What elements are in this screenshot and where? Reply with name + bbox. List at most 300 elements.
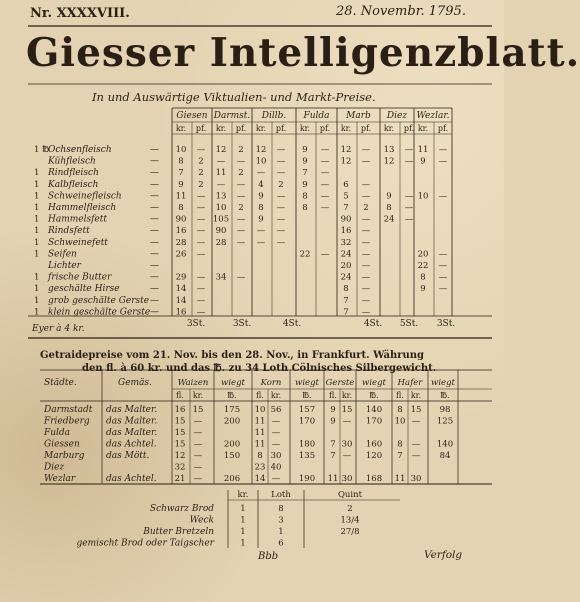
grain-price-value: 7 bbox=[397, 451, 403, 461]
market-price-value: — bbox=[438, 145, 448, 155]
market-qty: 1 bbox=[34, 307, 40, 318]
market-price-value: 28 bbox=[175, 237, 187, 248]
market-price-value: 2 bbox=[198, 179, 204, 190]
market-price-value: — bbox=[276, 226, 286, 237]
market-price-value: — bbox=[236, 191, 246, 202]
market-product-name: klein geschälte Gerste bbox=[48, 307, 151, 318]
grain-price-value: 206 bbox=[223, 474, 241, 484]
bread-quint: 27/8 bbox=[340, 527, 360, 537]
grain-subheader: kr. bbox=[270, 391, 282, 400]
bread-item-name: Butter Bretzeln bbox=[143, 527, 214, 537]
grain-price-value: 40 bbox=[270, 462, 282, 473]
market-price-value: — bbox=[404, 145, 414, 155]
grain-price-value: 10 bbox=[394, 416, 406, 427]
market-price-value: 8 bbox=[258, 203, 264, 213]
grain-subheader: ℔. bbox=[369, 391, 379, 400]
eggs-count: 5St. bbox=[399, 319, 419, 329]
market-product-name: Schweinefleisch bbox=[48, 191, 122, 202]
market-town-header: Dillb. bbox=[261, 111, 287, 121]
bread-header: kr. bbox=[237, 490, 249, 500]
market-price-value: — bbox=[320, 203, 330, 213]
market-dash: — bbox=[150, 237, 159, 248]
market-price-value: 9 bbox=[420, 284, 426, 295]
grain-price-value: 160 bbox=[365, 439, 383, 450]
market-price-value: 24 bbox=[340, 249, 352, 260]
grain-measure: das Malter. bbox=[106, 405, 158, 415]
grain-city: Wezlar bbox=[44, 474, 76, 484]
market-subheader: kr. bbox=[215, 124, 227, 133]
grain-price-value: 10 bbox=[254, 405, 266, 415]
market-price-value: 16 bbox=[340, 226, 352, 237]
grain-price-value: 23 bbox=[254, 462, 266, 473]
market-dash: — bbox=[150, 307, 159, 318]
grain-price-value: 30 bbox=[410, 474, 422, 484]
market-price-value: 2 bbox=[198, 156, 204, 167]
eggs-count: 4St. bbox=[363, 319, 383, 329]
market-price-value: — bbox=[256, 237, 266, 248]
market-subheader: pf. bbox=[403, 124, 415, 133]
market-price-value: — bbox=[361, 156, 371, 167]
market-dash: — bbox=[150, 156, 159, 167]
market-price-value: 8 bbox=[343, 284, 349, 295]
market-subheader: pf. bbox=[275, 124, 287, 133]
market-price-value: — bbox=[256, 168, 266, 179]
grain-price-value: 157 bbox=[298, 405, 316, 415]
market-price-value: — bbox=[196, 237, 206, 248]
market-price-value: 2 bbox=[363, 203, 369, 213]
market-price-value: 9 bbox=[386, 191, 392, 202]
market-dash: — bbox=[150, 145, 159, 155]
market-price-value: 2 bbox=[198, 168, 204, 179]
market-price-value: — bbox=[236, 226, 246, 237]
market-price-value: — bbox=[404, 156, 414, 167]
grain-price-value: 30 bbox=[341, 474, 353, 484]
market-price-value: 12 bbox=[340, 145, 352, 155]
grain-price-value: 15 bbox=[192, 405, 204, 415]
bread-header: Quint bbox=[337, 490, 363, 500]
market-price-value: — bbox=[196, 203, 206, 213]
grain-price-value: — bbox=[342, 416, 352, 427]
market-price-value: 16 bbox=[175, 307, 187, 318]
market-product-name: Hammelfleisch bbox=[48, 203, 117, 213]
grain-col-header: Gerste bbox=[325, 378, 355, 388]
market-subheader: pf. bbox=[235, 124, 247, 133]
market-price-value: 13 bbox=[215, 191, 227, 202]
issue-date: 28. Novembr. 1795. bbox=[336, 4, 466, 19]
market-qty: 1 bbox=[34, 179, 40, 190]
market-price-value: 90 bbox=[175, 214, 187, 225]
grain-price-value: 30 bbox=[341, 439, 353, 450]
market-price-value: — bbox=[320, 249, 330, 260]
market-product-name: geschälte Hirse bbox=[48, 284, 120, 295]
market-price-value: 10 bbox=[175, 145, 187, 155]
market-subheader: pf. bbox=[360, 124, 372, 133]
market-price-value: — bbox=[236, 179, 246, 190]
market-dash: — bbox=[150, 214, 159, 225]
market-price-value: — bbox=[276, 203, 286, 213]
market-price-value: 26 bbox=[175, 249, 187, 260]
grain-price-value: 170 bbox=[365, 416, 383, 427]
market-price-value: 9 bbox=[258, 191, 264, 202]
grain-price-value: — bbox=[193, 416, 203, 427]
market-price-value: — bbox=[196, 226, 206, 237]
grain-city: Friedberg bbox=[44, 416, 90, 427]
market-price-value: 12 bbox=[340, 156, 352, 167]
grain-subheader: ℔. bbox=[302, 391, 312, 400]
grain-measure: das Mött. bbox=[106, 451, 150, 461]
market-price-value: 11 bbox=[175, 191, 187, 202]
market-subheader: pf. bbox=[195, 124, 207, 133]
market-product-name: frische Butter bbox=[48, 272, 112, 283]
grain-col-header: Gemäs. bbox=[118, 378, 152, 388]
market-price-value: — bbox=[196, 145, 206, 155]
bread-item-name: Schwarz Brod bbox=[149, 504, 214, 514]
market-price-value: — bbox=[196, 295, 206, 306]
market-qty: 1 bbox=[34, 249, 40, 260]
market-dash: — bbox=[150, 203, 159, 213]
market-price-value: — bbox=[361, 214, 371, 225]
market-price-value: — bbox=[320, 191, 330, 202]
eggs-count: 3St. bbox=[186, 319, 206, 329]
market-price-value: 90 bbox=[340, 214, 352, 225]
signature-mark: Bbb bbox=[258, 551, 279, 562]
grain-price-value: 7 bbox=[330, 439, 336, 450]
grain-subheader: ℔. bbox=[440, 391, 450, 400]
bread-loth: 6 bbox=[278, 538, 284, 549]
market-qty: 1 bbox=[34, 203, 40, 213]
grain-price-value: 135 bbox=[298, 451, 316, 461]
grain-price-value: — bbox=[411, 439, 421, 450]
market-dash: — bbox=[150, 249, 159, 260]
market-price-value: — bbox=[361, 237, 371, 248]
market-price-value: — bbox=[236, 214, 246, 225]
market-product-name: Seifen bbox=[48, 249, 77, 260]
market-price-value: 20 bbox=[340, 261, 352, 271]
market-qty: 1 bbox=[34, 272, 40, 283]
grain-price-value: 11 bbox=[327, 474, 339, 484]
market-price-value: 12 bbox=[255, 145, 267, 155]
grain-price-value: 11 bbox=[254, 416, 266, 427]
newspaper-title: Giesser Intelligenzblatt. bbox=[26, 30, 580, 76]
market-town-header: Diez bbox=[386, 111, 408, 121]
grain-measure: das Malter. bbox=[106, 428, 158, 438]
grain-price-value: 120 bbox=[365, 451, 383, 461]
catchword: Verfolg bbox=[424, 549, 463, 561]
market-price-value: 14 bbox=[175, 284, 187, 295]
grain-price-value: 140 bbox=[365, 405, 383, 415]
market-price-value: 22 bbox=[299, 249, 311, 260]
market-price-value: 13 bbox=[383, 145, 395, 155]
market-price-value: 29 bbox=[175, 272, 187, 283]
market-price-value: — bbox=[438, 191, 448, 202]
market-subheader: pf. bbox=[319, 124, 331, 133]
market-price-value: — bbox=[196, 214, 206, 225]
grain-price-value: 190 bbox=[298, 474, 316, 484]
grain-price-value: 11 bbox=[394, 474, 406, 484]
bread-quint: 2 bbox=[347, 504, 353, 514]
market-price-value: — bbox=[196, 307, 206, 318]
grain-price-value: 180 bbox=[298, 439, 316, 450]
market-product-name: Rindsfett bbox=[48, 226, 90, 237]
market-price-value: 2 bbox=[278, 179, 284, 190]
grain-price-value: 14 bbox=[254, 474, 266, 484]
grain-col-header: Korn bbox=[260, 378, 282, 388]
market-price-value: 11 bbox=[215, 168, 227, 179]
market-price-value: 22 bbox=[417, 261, 429, 271]
market-price-value: 12 bbox=[215, 145, 227, 155]
market-town-header: Giesen bbox=[176, 111, 208, 121]
market-subheader: kr. bbox=[340, 124, 352, 133]
market-price-value: — bbox=[361, 179, 371, 190]
market-price-value: — bbox=[256, 226, 266, 237]
market-price-value: 2 bbox=[238, 203, 244, 213]
market-price-value: 4 bbox=[258, 179, 264, 190]
market-price-value: 8 bbox=[386, 203, 392, 213]
grain-price-value: — bbox=[193, 451, 203, 461]
market-price-value: — bbox=[276, 145, 286, 155]
market-price-value: — bbox=[361, 295, 371, 306]
bread-kr: 1 bbox=[240, 538, 246, 549]
market-price-value: 9 bbox=[178, 179, 184, 190]
grain-price-value: — bbox=[271, 428, 281, 438]
market-price-value: — bbox=[276, 191, 286, 202]
market-price-value: — bbox=[196, 249, 206, 260]
market-price-value: — bbox=[404, 191, 414, 202]
market-price-value: 28 bbox=[215, 237, 227, 248]
market-qty: 1 bbox=[34, 168, 40, 179]
grain-subheader: kr. bbox=[192, 391, 204, 400]
market-price-value: 9 bbox=[302, 179, 308, 190]
market-product-name: Kalbfleisch bbox=[48, 179, 99, 190]
grain-price-value: 15 bbox=[410, 405, 422, 415]
market-price-value: 7 bbox=[302, 168, 308, 179]
market-dash: — bbox=[150, 168, 159, 179]
market-price-value: 20 bbox=[417, 249, 429, 260]
market-price-value: — bbox=[361, 261, 371, 271]
market-price-value: — bbox=[438, 272, 448, 283]
grain-heading-line1: Getraidepreise vom 21. Nov. bis den 28. Nov., in Frankfurt. Währung bbox=[40, 350, 425, 361]
market-dash: — bbox=[150, 295, 159, 306]
grain-price-value: 168 bbox=[365, 474, 383, 484]
market-price-value: — bbox=[276, 156, 286, 167]
market-price-value: — bbox=[216, 179, 226, 190]
market-dash: — bbox=[150, 226, 159, 237]
market-price-value: 12 bbox=[383, 156, 395, 167]
market-price-value: 9 bbox=[258, 214, 264, 225]
market-subheader: pf. bbox=[437, 124, 449, 133]
market-qty: 1 bbox=[34, 237, 40, 248]
market-price-value: 7 bbox=[343, 203, 349, 213]
bread-kr: 1 bbox=[240, 504, 246, 514]
market-product-name: Schweinefett bbox=[48, 237, 108, 248]
grain-price-value: — bbox=[193, 439, 203, 450]
grain-price-value: 140 bbox=[436, 439, 454, 450]
market-town-header: Fulda bbox=[303, 111, 330, 121]
bread-item-name: gemischt Brod oder Taigscher bbox=[76, 538, 214, 549]
market-price-value: 7 bbox=[178, 168, 184, 179]
market-price-value: — bbox=[196, 272, 206, 283]
market-qty: 1 bbox=[34, 226, 40, 237]
grain-measure: das Achtel. bbox=[106, 439, 157, 450]
grain-price-value: 11 bbox=[254, 428, 266, 438]
market-product-name: Hammelsfett bbox=[48, 214, 107, 225]
market-price-value: — bbox=[438, 249, 448, 260]
market-price-value: 105 bbox=[212, 214, 230, 225]
grain-price-value: 200 bbox=[223, 416, 241, 427]
market-product-name: Ochsenfleisch bbox=[48, 145, 112, 155]
market-dash: — bbox=[150, 284, 159, 295]
market-qty: 1 bbox=[34, 191, 40, 202]
bread-loth: 1 bbox=[278, 527, 284, 537]
market-price-value: 5 bbox=[343, 191, 349, 202]
market-qty: 1 bbox=[34, 295, 40, 306]
market-price-value: 9 bbox=[302, 156, 308, 167]
market-price-value: 8 bbox=[178, 203, 184, 213]
market-price-value: — bbox=[361, 226, 371, 237]
grain-col-header: wiegt bbox=[221, 378, 245, 388]
grain-city: Marburg bbox=[44, 451, 85, 461]
grain-subheader: fl. bbox=[329, 391, 337, 400]
grain-price-value: 200 bbox=[223, 439, 241, 450]
market-subheader: kr. bbox=[417, 124, 429, 133]
market-price-value: — bbox=[361, 145, 371, 155]
grain-price-value: — bbox=[411, 451, 421, 461]
market-price-value: 8 bbox=[420, 272, 426, 283]
market-price-value: — bbox=[438, 284, 448, 295]
market-price-value: — bbox=[404, 203, 414, 213]
market-price-value: — bbox=[438, 261, 448, 271]
market-price-value: — bbox=[320, 168, 330, 179]
bread-kr: 1 bbox=[240, 515, 246, 526]
market-price-value: 24 bbox=[340, 272, 352, 283]
grain-price-value: 8 bbox=[257, 451, 263, 461]
grain-price-value: 175 bbox=[223, 405, 241, 415]
market-subheader: kr. bbox=[383, 124, 395, 133]
grain-price-value: — bbox=[271, 439, 281, 450]
grain-city: Diez bbox=[44, 462, 65, 473]
grain-price-value: 125 bbox=[436, 416, 454, 427]
grain-measure: das Achtel. bbox=[106, 474, 157, 484]
market-product-name: grob geschälte Gerste bbox=[48, 295, 150, 306]
market-price-value: 16 bbox=[175, 226, 187, 237]
market-price-value: — bbox=[276, 168, 286, 179]
bread-loth: 3 bbox=[278, 515, 284, 526]
market-price-value: 14 bbox=[175, 295, 187, 306]
market-price-value: 32 bbox=[340, 237, 352, 248]
market-price-value: — bbox=[404, 214, 414, 225]
grain-col-header: Hafer bbox=[397, 378, 423, 388]
grain-subheader: fl. bbox=[176, 391, 184, 400]
grain-col-header: Städte. bbox=[44, 378, 77, 388]
market-price-value: — bbox=[320, 145, 330, 155]
grain-price-value: 7 bbox=[330, 451, 336, 461]
grain-price-value: 11 bbox=[254, 439, 266, 450]
grain-price-value: 84 bbox=[439, 451, 451, 461]
grain-price-value: — bbox=[193, 474, 203, 484]
grain-price-value: 56 bbox=[270, 405, 282, 415]
market-price-value: — bbox=[361, 191, 371, 202]
bread-loth: 8 bbox=[278, 504, 284, 514]
market-price-value: 8 bbox=[302, 203, 308, 213]
market-price-value: 9 bbox=[420, 156, 426, 167]
market-price-value: — bbox=[438, 156, 448, 167]
market-price-value: — bbox=[196, 284, 206, 295]
grain-col-header: Waizen bbox=[177, 378, 209, 388]
grain-price-value: — bbox=[342, 451, 352, 461]
market-dash: — bbox=[150, 191, 159, 202]
market-dash: — bbox=[150, 272, 159, 283]
market-price-value: 8 bbox=[178, 156, 184, 167]
market-price-value: — bbox=[361, 307, 371, 318]
market-price-value: 10 bbox=[215, 203, 227, 213]
grain-price-value: 170 bbox=[298, 416, 316, 427]
market-qty: 1 bbox=[34, 214, 40, 225]
market-price-value: 90 bbox=[215, 226, 227, 237]
grain-city: Giessen bbox=[44, 439, 80, 450]
grain-subheader: fl. bbox=[396, 391, 404, 400]
market-price-value: — bbox=[320, 156, 330, 167]
bread-quint: 13/4 bbox=[340, 515, 360, 526]
grain-price-value: 8 bbox=[397, 439, 403, 450]
grain-city: Darmstadt bbox=[44, 405, 93, 415]
market-subheader: kr. bbox=[175, 124, 187, 133]
bread-item-name: Weck bbox=[189, 515, 214, 526]
grain-measure: das Malter. bbox=[106, 416, 158, 427]
grain-price-value: — bbox=[271, 416, 281, 427]
market-price-value: — bbox=[320, 179, 330, 190]
market-product-name: Kühfleisch bbox=[48, 156, 96, 167]
market-subheader: kr. bbox=[299, 124, 311, 133]
grain-price-value: 150 bbox=[223, 451, 241, 461]
grain-price-value: — bbox=[193, 462, 203, 473]
market-price-value: 8 bbox=[302, 191, 308, 202]
grain-price-value: 8 bbox=[397, 405, 403, 415]
market-town-header: Darmst. bbox=[213, 111, 251, 121]
market-price-value: 10 bbox=[417, 191, 429, 202]
market-price-value: 7 bbox=[343, 307, 349, 318]
market-price-value: 2 bbox=[238, 145, 244, 155]
market-price-value: 6 bbox=[343, 179, 349, 190]
market-price-value: 34 bbox=[215, 272, 227, 283]
bread-kr: 1 bbox=[240, 527, 246, 537]
market-price-value: 24 bbox=[383, 214, 395, 225]
eggs-count: 4St. bbox=[282, 319, 302, 329]
grain-col-header: wiegt bbox=[362, 378, 386, 388]
market-price-value: — bbox=[361, 272, 371, 283]
market-price-value: — bbox=[236, 156, 246, 167]
market-price-value: 7 bbox=[343, 295, 349, 306]
grain-price-value: 98 bbox=[439, 405, 451, 415]
grain-price-value: 15 bbox=[174, 416, 186, 427]
grain-col-header: wiegt bbox=[431, 378, 455, 388]
market-prices-heading: In und Auswärtige Viktualien- und Markt-Preise. bbox=[92, 90, 376, 104]
market-town-header: Wezlar. bbox=[416, 111, 450, 121]
grain-subheader: kr. bbox=[341, 391, 353, 400]
issue-number: Nr. XXXXVIII. bbox=[30, 6, 130, 21]
grain-subheader: ℔. bbox=[227, 391, 237, 400]
market-price-value: — bbox=[236, 272, 246, 283]
market-price-value: 2 bbox=[238, 168, 244, 179]
market-town-header: Marb bbox=[346, 111, 371, 121]
bread-header: Loth bbox=[271, 490, 291, 500]
grain-price-value: 9 bbox=[330, 416, 336, 427]
market-price-value: — bbox=[236, 237, 246, 248]
grain-subheader: fl. bbox=[256, 391, 264, 400]
market-price-value: — bbox=[361, 249, 371, 260]
grain-price-value: 16 bbox=[174, 405, 186, 415]
grain-heading-line2: den fl. à 60 kr. und das ℔. zu 34 Loth Cölnisches Silbergewicht. bbox=[82, 363, 437, 374]
market-price-value: — bbox=[216, 156, 226, 167]
